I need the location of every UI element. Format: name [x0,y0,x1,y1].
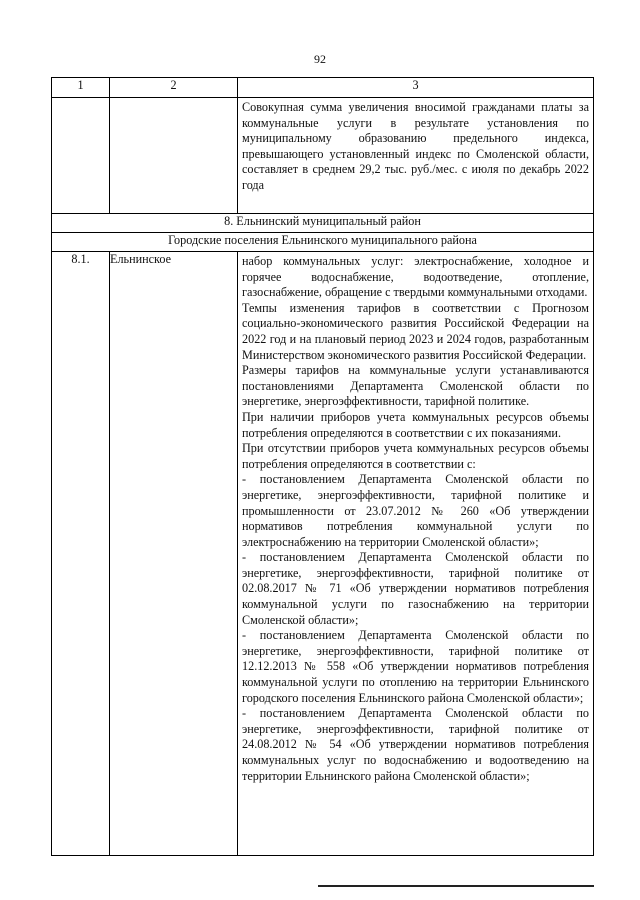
continuation-row [52,98,594,214]
entry-paragraph-4: При наличии приборов учета коммунальных ресурсов объемы потребления определяются в соответствии с их показаниями. [242,409,589,440]
section-title: 8. Ельнинский муниципальный район [52,214,594,233]
continuation-num-cell [52,98,110,214]
entry-description [238,252,593,855]
subsection-row [52,233,594,252]
entry-paragraph-2: Темпы изменения тарифов в соответствии с Прогнозом социально-экономического развития Российской Федерации на 2022 год и на плановый период 2023 и 2024 годов, разработанным Министерством экономического развития Российской Федерации. [242,300,589,362]
header-col-3: 3 [238,78,594,98]
continuation-name-cell [110,98,238,214]
table-row [52,252,594,856]
header-col-2: 2 [110,78,238,98]
page-number: 92 [314,52,326,66]
tariff-table [51,77,594,856]
entry-paragraph-1: набор коммунальных услуг: электроснабжение, холодное и горячее водоснабжение, водоотведение, отопление, газоснабжение, обращение с твердыми коммунальными отходами. [242,254,589,300]
entry-paragraph-7: - постановлением Департамента Смоленской области по энергетике, энергоэффективности, тарифной политике от 02.08.2017 № 71 «Об утверждении нормативов потребления коммунальной услуги по газоснабжению на территории Смоленской области»; [242,550,589,627]
continuation-text-cell [238,98,594,214]
continuation-text: Совокупная сумма увеличения вносимой гражданами платы за коммунальные услуги в результате установления по муниципальному образованию предельного индекса, превышающего установленный индекс по Смоленской области, составляет в среднем 29,2 тыс. руб./мес. с июля по декабрь 2022 года [242,100,589,192]
entry-paragraph-9: - постановлением Департамента Смоленской области по энергетике, энергоэффективности, тарифной политике от 24.08.2012 № 54 «Об утверждении нормативов потребления коммунальных услуг по водоснабжению и водоотведению на территории Ельнинского района Смоленской области»; [242,706,589,783]
table-header-row [52,78,594,98]
header-col-1: 1 [52,78,110,98]
entry-name: Ельнинское [110,252,238,856]
entry-paragraph-5: При отсутствии приборов учета коммунальных ресурсов объемы потребления определяются в соответствии с: [242,441,589,471]
entry-paragraph-8: - постановлением Департамента Смоленской области по энергетике, энергоэффективности, тарифной политике от 12.12.2013 № 558 «Об утверждении нормативов потребления коммунальной услуги по отоплению на территории Ельнинского городского поселения Ельнинского района Смоленской области»; [242,628,589,705]
bottom-rule [318,885,594,887]
entry-number: 8.1. [52,252,110,856]
entry-description-cell [238,252,594,856]
entry-paragraph-6: - постановлением Департамента Смоленской области по энергетике, энергоэффективности, тарифной политике и промышленности от 23.07.2012 № 260 «Об утверждении нормативов потребления коммунальной услуги по электроснабжению на территории Смоленской области»; [242,472,589,549]
section-row [52,214,594,233]
subsection-title: Городские поселения Ельнинского муниципального района [52,233,594,252]
entry-paragraph-3: Размеры тарифов на коммунальные услуги устанавливаются постановлениями Департамента Смоленской области по энергетике, энергоэффективности, тарифной политике. [242,363,589,409]
